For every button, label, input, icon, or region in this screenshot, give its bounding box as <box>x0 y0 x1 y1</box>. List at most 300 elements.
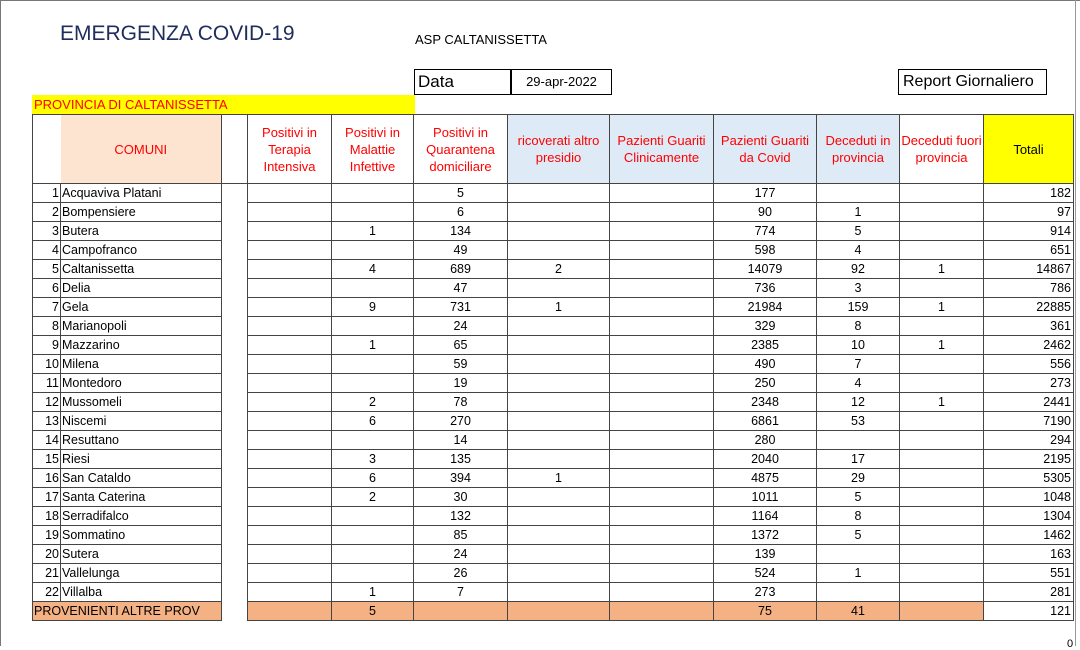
row-number-cell[interactable]: 13 <box>33 412 61 431</box>
footer-ricoverati-cell[interactable] <box>508 602 610 621</box>
deceduti-provincia-cell[interactable]: 5 <box>817 222 900 241</box>
malattie-cell[interactable] <box>332 507 414 526</box>
row-number-cell[interactable]: 18 <box>33 507 61 526</box>
ricoverati-cell[interactable] <box>508 241 610 260</box>
malattie-cell[interactable]: 6 <box>332 412 414 431</box>
totali-cell[interactable]: 556 <box>984 355 1074 374</box>
spacer-cell[interactable] <box>222 374 248 393</box>
terapia-header[interactable]: Positivi in Terapia Intensiva <box>248 115 332 184</box>
table-row <box>33 450 1074 469</box>
terapia-cell[interactable] <box>248 507 332 526</box>
row-number-cell[interactable]: 3 <box>33 222 61 241</box>
guariti-clinicamente-cell[interactable] <box>610 355 714 374</box>
deceduti-provincia-cell[interactable]: 8 <box>817 317 900 336</box>
quarantena-cell[interactable]: 24 <box>414 545 508 564</box>
malattie-cell[interactable] <box>332 241 414 260</box>
quarantena-cell[interactable]: 731 <box>414 298 508 317</box>
deceduti-provincia-cell[interactable]: 4 <box>817 241 900 260</box>
guariti-covid-cell[interactable]: 90 <box>714 203 817 222</box>
terapia-cell[interactable] <box>248 526 332 545</box>
spacer-cell[interactable] <box>222 222 248 241</box>
spacer-cell[interactable] <box>222 469 248 488</box>
malattie-cell[interactable]: 1 <box>332 583 414 602</box>
footer-deceduti-fuori-cell[interactable] <box>900 602 984 621</box>
guariti-clinicamente-cell[interactable] <box>610 184 714 203</box>
quarantena-cell[interactable]: 689 <box>414 260 508 279</box>
guariti-covid-cell[interactable]: 273 <box>714 583 817 602</box>
ricoverati-cell[interactable] <box>508 317 610 336</box>
malattie-cell[interactable]: 6 <box>332 469 414 488</box>
deceduti-fuori-cell[interactable] <box>900 564 984 583</box>
report-type-cell[interactable]: Report Giornaliero <box>898 69 1047 95</box>
deceduti-fuori-cell[interactable] <box>900 241 984 260</box>
guariti-clinicamente-cell[interactable] <box>610 203 714 222</box>
terapia-cell[interactable] <box>248 298 332 317</box>
ricoverati-cell[interactable] <box>508 374 610 393</box>
totali-cell[interactable]: 914 <box>984 222 1074 241</box>
spacer-cell[interactable] <box>222 450 248 469</box>
comune-cell[interactable]: Delia <box>61 279 222 298</box>
comune-cell[interactable]: Acquaviva Platani <box>61 184 222 203</box>
guariti-covid-cell[interactable]: 524 <box>714 564 817 583</box>
ricoverati-cell[interactable] <box>508 355 610 374</box>
deceduti-provincia-cell[interactable]: 5 <box>817 488 900 507</box>
spacer-cell[interactable] <box>222 336 248 355</box>
malattie-cell[interactable]: 2 <box>332 393 414 412</box>
footer-totali-cell[interactable]: 121 <box>984 602 1074 621</box>
ricoverati-cell[interactable] <box>508 507 610 526</box>
comune-cell[interactable]: Milena <box>61 355 222 374</box>
guariti-covid-cell[interactable]: 2040 <box>714 450 817 469</box>
comune-cell[interactable]: Butera <box>61 222 222 241</box>
quarantena-cell[interactable]: 14 <box>414 431 508 450</box>
guariti-clinicamente-cell[interactable] <box>610 298 714 317</box>
spacer-cell[interactable] <box>222 260 248 279</box>
footer-malattie-cell[interactable]: 5 <box>332 602 414 621</box>
totali-cell[interactable]: 7190 <box>984 412 1074 431</box>
deceduti-fuori-cell[interactable] <box>900 374 984 393</box>
guariti-clinicamente-cell[interactable] <box>610 488 714 507</box>
footer-guariti-covid-cell[interactable]: 75 <box>714 602 817 621</box>
comune-cell[interactable]: Santa Caterina <box>61 488 222 507</box>
below-total-cell[interactable]: 0 <box>1067 638 1074 650</box>
totali-cell[interactable]: 2195 <box>984 450 1074 469</box>
terapia-cell[interactable] <box>248 355 332 374</box>
ricoverati-cell[interactable] <box>508 526 610 545</box>
row-number-cell[interactable]: 19 <box>33 526 61 545</box>
malattie-cell[interactable] <box>332 184 414 203</box>
ricoverati-cell[interactable]: 1 <box>508 469 610 488</box>
deceduti-fuori-cell[interactable] <box>900 431 984 450</box>
deceduti-provincia-cell[interactable]: 12 <box>817 393 900 412</box>
ricoverati-cell[interactable] <box>508 393 610 412</box>
row-number-cell[interactable]: 2 <box>33 203 61 222</box>
row-number-cell[interactable]: 8 <box>33 317 61 336</box>
spacer-cell[interactable] <box>222 488 248 507</box>
totali-cell[interactable]: 273 <box>984 374 1074 393</box>
row-number-cell[interactable]: 20 <box>33 545 61 564</box>
quarantena-cell[interactable]: 47 <box>414 279 508 298</box>
terapia-cell[interactable] <box>248 241 332 260</box>
deceduti-provincia-cell[interactable]: 29 <box>817 469 900 488</box>
malattie-cell[interactable]: 1 <box>332 222 414 241</box>
table-row <box>33 317 1074 336</box>
quarantena-cell[interactable]: 6 <box>414 203 508 222</box>
deceduti-provincia-cell[interactable]: 5 <box>817 526 900 545</box>
guariti-clinicamente-cell[interactable] <box>610 545 714 564</box>
malattie-cell[interactable] <box>332 317 414 336</box>
ricoverati-cell[interactable] <box>508 412 610 431</box>
deceduti-fuori-cell[interactable] <box>900 279 984 298</box>
quarantena-cell[interactable]: 85 <box>414 526 508 545</box>
guariti-clinicamente-cell[interactable] <box>610 393 714 412</box>
row-number-cell[interactable]: 6 <box>33 279 61 298</box>
spacer-cell[interactable] <box>222 241 248 260</box>
comune-cell[interactable]: Sutera <box>61 545 222 564</box>
footer-quarantena-cell[interactable] <box>414 602 508 621</box>
deceduti-provincia-header[interactable]: Deceduti in provincia <box>817 115 900 184</box>
ricoverati-cell[interactable] <box>508 184 610 203</box>
table-row <box>33 507 1074 526</box>
spacer-cell[interactable] <box>222 507 248 526</box>
row-number-cell[interactable]: 15 <box>33 450 61 469</box>
spacer-cell[interactable] <box>222 583 248 602</box>
row-number-cell[interactable]: 21 <box>33 564 61 583</box>
totali-cell[interactable]: 5305 <box>984 469 1074 488</box>
malattie-cell[interactable] <box>332 431 414 450</box>
terapia-cell[interactable] <box>248 564 332 583</box>
quarantena-cell[interactable]: 49 <box>414 241 508 260</box>
ricoverati-cell[interactable] <box>508 203 610 222</box>
guariti-clinicamente-cell[interactable] <box>610 336 714 355</box>
guariti-covid-cell[interactable]: 1011 <box>714 488 817 507</box>
quarantena-cell[interactable]: 135 <box>414 450 508 469</box>
guariti-clinicamente-cell[interactable] <box>610 279 714 298</box>
totali-cell[interactable]: 361 <box>984 317 1074 336</box>
totali-header[interactable]: Totali <box>984 115 1074 184</box>
ricoverati-header[interactable]: ricoverati altro presidio <box>508 115 610 184</box>
table-row <box>33 203 1074 222</box>
terapia-cell[interactable] <box>248 450 332 469</box>
malattie-cell[interactable] <box>332 545 414 564</box>
deceduti-provincia-cell[interactable]: 8 <box>817 507 900 526</box>
quarantena-cell[interactable]: 134 <box>414 222 508 241</box>
ricoverati-cell[interactable] <box>508 488 610 507</box>
terapia-cell[interactable] <box>248 203 332 222</box>
row-number-cell[interactable]: 7 <box>33 298 61 317</box>
deceduti-provincia-cell[interactable] <box>817 431 900 450</box>
terapia-cell[interactable] <box>248 431 332 450</box>
totali-cell[interactable]: 2462 <box>984 336 1074 355</box>
deceduti-provincia-cell[interactable]: 53 <box>817 412 900 431</box>
comune-cell[interactable]: Mazzarino <box>61 336 222 355</box>
terapia-cell[interactable] <box>248 260 332 279</box>
deceduti-fuori-header[interactable]: Deceduti fuori provincia <box>900 115 984 184</box>
comune-cell[interactable]: Sommatino <box>61 526 222 545</box>
deceduti-provincia-cell[interactable] <box>817 545 900 564</box>
comune-cell[interactable]: Mussomeli <box>61 393 222 412</box>
spacer-cell[interactable] <box>222 279 248 298</box>
quarantena-cell[interactable]: 7 <box>414 583 508 602</box>
quarantena-cell[interactable]: 30 <box>414 488 508 507</box>
terapia-cell[interactable] <box>248 583 332 602</box>
row-number-cell[interactable]: 22 <box>33 583 61 602</box>
malattie-cell[interactable]: 9 <box>332 298 414 317</box>
row-number-cell[interactable]: 5 <box>33 260 61 279</box>
spacer-cell[interactable] <box>222 298 248 317</box>
guariti-covid-header[interactable]: Pazienti Guariti da Covid <box>714 115 817 184</box>
deceduti-provincia-cell[interactable] <box>817 184 900 203</box>
deceduti-provincia-cell[interactable]: 17 <box>817 450 900 469</box>
malattie-cell[interactable] <box>332 203 414 222</box>
deceduti-provincia-cell[interactable]: 4 <box>817 374 900 393</box>
guariti-clinicamente-cell[interactable] <box>610 526 714 545</box>
malattie-cell[interactable] <box>332 526 414 545</box>
malattie-cell[interactable] <box>332 355 414 374</box>
ricoverati-cell[interactable]: 1 <box>508 298 610 317</box>
guariti-covid-cell[interactable]: 6861 <box>714 412 817 431</box>
deceduti-fuori-cell[interactable] <box>900 488 984 507</box>
totali-cell[interactable]: 182 <box>984 184 1074 203</box>
quarantena-cell[interactable]: 26 <box>414 564 508 583</box>
guariti-clinicamente-cell[interactable] <box>610 412 714 431</box>
page-title: EMERGENZA COVID-19 <box>60 22 295 45</box>
spacer-cell[interactable] <box>222 355 248 374</box>
deceduti-fuori-cell[interactable] <box>900 545 984 564</box>
guariti-covid-cell[interactable]: 1164 <box>714 507 817 526</box>
guariti-covid-cell[interactable]: 2385 <box>714 336 817 355</box>
spacer-cell[interactable] <box>222 526 248 545</box>
guariti-clinicamente-cell[interactable] <box>610 431 714 450</box>
guariti-clinicamente-cell[interactable] <box>610 222 714 241</box>
spacer-cell[interactable] <box>222 602 248 621</box>
footer-terapia-cell[interactable] <box>248 602 332 621</box>
deceduti-provincia-cell[interactable]: 1 <box>817 564 900 583</box>
sheet-right-border <box>1075 0 1076 646</box>
deceduti-provincia-cell[interactable]: 3 <box>817 279 900 298</box>
spacer-cell[interactable] <box>222 317 248 336</box>
table-row <box>33 298 1074 317</box>
malattie-cell[interactable]: 1 <box>332 336 414 355</box>
guariti-covid-cell[interactable]: 14079 <box>714 260 817 279</box>
terapia-cell[interactable] <box>248 317 332 336</box>
date-value-cell[interactable]: 29-apr-2022 <box>511 69 612 95</box>
terapia-cell[interactable] <box>248 469 332 488</box>
row-number-cell[interactable]: 17 <box>33 488 61 507</box>
totali-cell[interactable]: 163 <box>984 545 1074 564</box>
comune-cell[interactable]: Resuttano <box>61 431 222 450</box>
guariti-clinicamente-header[interactable]: Pazienti Guariti Clinicamente <box>610 115 714 184</box>
guariti-covid-cell[interactable]: 2348 <box>714 393 817 412</box>
deceduti-fuori-cell[interactable] <box>900 412 984 431</box>
ricoverati-cell[interactable] <box>508 583 610 602</box>
deceduti-provincia-cell[interactable]: 1 <box>817 203 900 222</box>
ricoverati-cell[interactable] <box>508 545 610 564</box>
ricoverati-cell[interactable] <box>508 336 610 355</box>
quarantena-cell[interactable]: 65 <box>414 336 508 355</box>
guariti-covid-cell[interactable]: 736 <box>714 279 817 298</box>
guariti-covid-cell[interactable]: 177 <box>714 184 817 203</box>
spacer-cell[interactable] <box>222 431 248 450</box>
quarantena-cell[interactable]: 59 <box>414 355 508 374</box>
guariti-covid-cell[interactable]: 21984 <box>714 298 817 317</box>
comune-cell[interactable]: Serradifalco <box>61 507 222 526</box>
footer-label-cell[interactable]: PROVENIENTI ALTRE PROV <box>33 602 222 621</box>
ricoverati-cell[interactable] <box>508 222 610 241</box>
comune-cell[interactable]: Gela <box>61 298 222 317</box>
asp-label: ASP CALTANISSETTA <box>415 32 547 47</box>
deceduti-provincia-cell[interactable]: 92 <box>817 260 900 279</box>
totali-cell[interactable]: 1462 <box>984 526 1074 545</box>
deceduti-fuori-cell[interactable] <box>900 507 984 526</box>
row-number-cell[interactable]: 12 <box>33 393 61 412</box>
terapia-cell[interactable] <box>248 184 332 203</box>
totali-cell[interactable]: 97 <box>984 203 1074 222</box>
row-number-cell[interactable]: 9 <box>33 336 61 355</box>
comune-cell[interactable]: Riesi <box>61 450 222 469</box>
spacer-cell[interactable] <box>222 412 248 431</box>
footer-deceduti-provincia-cell[interactable]: 41 <box>817 602 900 621</box>
comune-cell[interactable]: San Cataldo <box>61 469 222 488</box>
row-number-cell[interactable]: 4 <box>33 241 61 260</box>
deceduti-fuori-cell[interactable] <box>900 355 984 374</box>
totali-cell[interactable]: 294 <box>984 431 1074 450</box>
ricoverati-cell[interactable] <box>508 431 610 450</box>
row-number-cell[interactable]: 11 <box>33 374 61 393</box>
deceduti-provincia-cell[interactable]: 10 <box>817 336 900 355</box>
totali-cell[interactable]: 1304 <box>984 507 1074 526</box>
malattie-cell[interactable]: 3 <box>332 450 414 469</box>
guariti-clinicamente-cell[interactable] <box>610 507 714 526</box>
terapia-cell[interactable] <box>248 279 332 298</box>
guariti-clinicamente-cell[interactable] <box>610 564 714 583</box>
spacer-cell[interactable] <box>222 545 248 564</box>
guariti-covid-cell[interactable]: 329 <box>714 317 817 336</box>
totali-cell[interactable]: 14867 <box>984 260 1074 279</box>
totali-cell[interactable]: 281 <box>984 583 1074 602</box>
guariti-clinicamente-cell[interactable] <box>610 450 714 469</box>
comune-cell[interactable]: Campofranco <box>61 241 222 260</box>
ricoverati-cell[interactable] <box>508 279 610 298</box>
malattie-cell[interactable]: 2 <box>332 488 414 507</box>
deceduti-fuori-cell[interactable] <box>900 222 984 241</box>
guariti-covid-cell[interactable]: 1372 <box>714 526 817 545</box>
comune-cell[interactable]: Marianopoli <box>61 317 222 336</box>
guariti-covid-cell[interactable]: 280 <box>714 431 817 450</box>
quarantena-cell[interactable]: 394 <box>414 469 508 488</box>
quarantena-cell[interactable]: 132 <box>414 507 508 526</box>
row-number-cell[interactable]: 16 <box>33 469 61 488</box>
deceduti-fuori-cell[interactable]: 1 <box>900 393 984 412</box>
malattie-cell[interactable] <box>332 279 414 298</box>
terapia-cell[interactable] <box>248 374 332 393</box>
deceduti-fuori-cell[interactable]: 1 <box>900 336 984 355</box>
deceduti-fuori-cell[interactable] <box>900 469 984 488</box>
quarantena-header[interactable]: Positivi in Quarantena domiciliare <box>414 115 508 184</box>
comune-cell[interactable]: Niscemi <box>61 412 222 431</box>
spacer-cell[interactable] <box>222 184 248 203</box>
comune-cell[interactable]: Montedoro <box>61 374 222 393</box>
deceduti-fuori-cell[interactable] <box>900 450 984 469</box>
guariti-covid-cell[interactable]: 139 <box>714 545 817 564</box>
quarantena-cell[interactable]: 24 <box>414 317 508 336</box>
totali-cell[interactable]: 22885 <box>984 298 1074 317</box>
deceduti-provincia-cell[interactable] <box>817 583 900 602</box>
guariti-clinicamente-cell[interactable] <box>610 469 714 488</box>
totali-cell[interactable]: 551 <box>984 564 1074 583</box>
guariti-covid-cell[interactable]: 598 <box>714 241 817 260</box>
quarantena-cell[interactable]: 5 <box>414 184 508 203</box>
totali-cell[interactable]: 651 <box>984 241 1074 260</box>
deceduti-provincia-cell[interactable]: 7 <box>817 355 900 374</box>
ricoverati-cell[interactable] <box>508 450 610 469</box>
quarantena-cell[interactable]: 270 <box>414 412 508 431</box>
guariti-clinicamente-cell[interactable] <box>610 317 714 336</box>
guariti-clinicamente-cell[interactable] <box>610 583 714 602</box>
deceduti-fuori-cell[interactable] <box>900 317 984 336</box>
spacer-header[interactable] <box>222 115 248 184</box>
terapia-cell[interactable] <box>248 545 332 564</box>
deceduti-fuori-cell[interactable] <box>900 203 984 222</box>
deceduti-fuori-cell[interactable] <box>900 583 984 602</box>
deceduti-fuori-cell[interactable]: 1 <box>900 298 984 317</box>
guariti-covid-cell[interactable]: 490 <box>714 355 817 374</box>
comuni-header[interactable]: COMUNI <box>61 115 222 184</box>
quarantena-cell[interactable]: 78 <box>414 393 508 412</box>
ricoverati-cell[interactable]: 2 <box>508 260 610 279</box>
guariti-clinicamente-cell[interactable] <box>610 374 714 393</box>
comune-cell[interactable]: Caltanissetta <box>61 260 222 279</box>
deceduti-provincia-cell[interactable]: 159 <box>817 298 900 317</box>
terapia-cell[interactable] <box>248 412 332 431</box>
guariti-covid-cell[interactable]: 250 <box>714 374 817 393</box>
guariti-clinicamente-cell[interactable] <box>610 241 714 260</box>
row-number-header[interactable] <box>33 115 61 184</box>
terapia-cell[interactable] <box>248 222 332 241</box>
date-label-cell[interactable]: Data <box>414 69 511 95</box>
guariti-covid-cell[interactable]: 774 <box>714 222 817 241</box>
province-banner[interactable]: PROVINCIA DI CALTANISSETTA <box>32 95 415 114</box>
comune-cell[interactable]: Vallelunga <box>61 564 222 583</box>
terapia-cell[interactable] <box>248 488 332 507</box>
terapia-cell[interactable] <box>248 393 332 412</box>
footer-guariti-clinicamente-cell[interactable] <box>610 602 714 621</box>
quarantena-cell[interactable]: 19 <box>414 374 508 393</box>
comune-cell[interactable]: Villalba <box>61 583 222 602</box>
row-number-cell[interactable]: 1 <box>33 184 61 203</box>
deceduti-fuori-cell[interactable] <box>900 184 984 203</box>
spacer-cell[interactable] <box>222 564 248 583</box>
terapia-cell[interactable] <box>248 336 332 355</box>
guariti-covid-cell[interactable]: 4875 <box>714 469 817 488</box>
totali-cell[interactable]: 2441 <box>984 393 1074 412</box>
totali-cell[interactable]: 786 <box>984 279 1074 298</box>
malattie-cell[interactable] <box>332 374 414 393</box>
deceduti-fuori-cell[interactable] <box>900 526 984 545</box>
row-number-cell[interactable]: 10 <box>33 355 61 374</box>
comune-cell[interactable]: Bompensiere <box>61 203 222 222</box>
deceduti-fuori-cell[interactable]: 1 <box>900 260 984 279</box>
malattie-cell[interactable]: 4 <box>332 260 414 279</box>
ricoverati-cell[interactable] <box>508 564 610 583</box>
row-number-cell[interactable]: 14 <box>33 431 61 450</box>
guariti-clinicamente-cell[interactable] <box>610 260 714 279</box>
malattie-header[interactable]: Positivi in Malattie Infettive <box>332 115 414 184</box>
totali-cell[interactable]: 1048 <box>984 488 1074 507</box>
malattie-cell[interactable] <box>332 564 414 583</box>
spacer-cell[interactable] <box>222 203 248 222</box>
spacer-cell[interactable] <box>222 393 248 412</box>
